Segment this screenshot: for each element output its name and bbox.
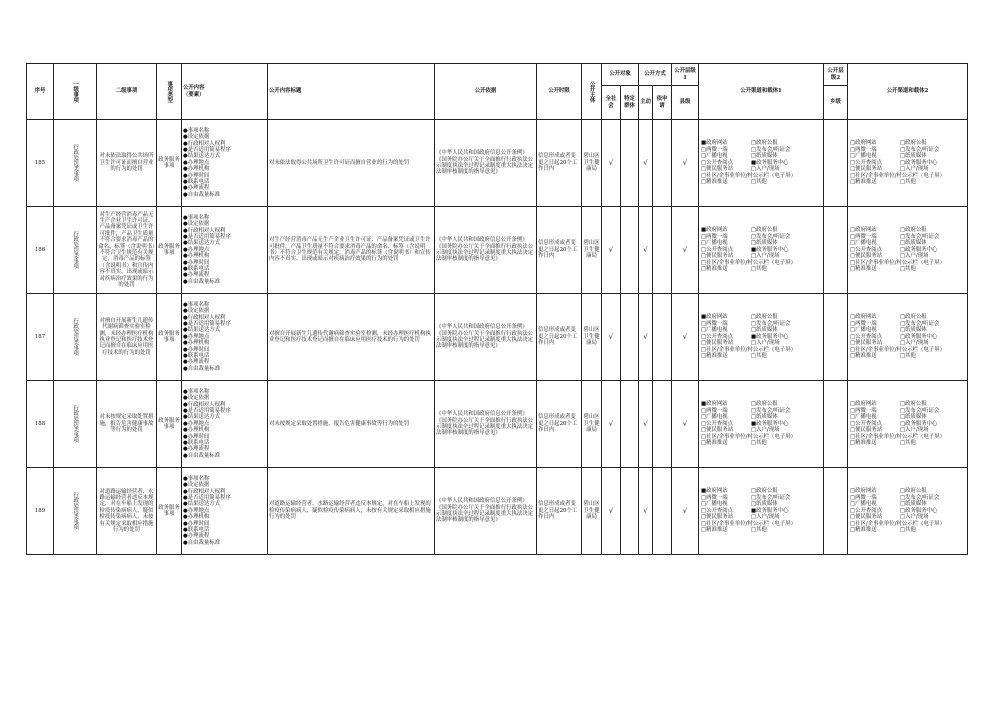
channel-option: □政务服务中心 (900, 246, 938, 253)
content-item: ●联系电话 (183, 440, 210, 447)
row-level-town (824, 294, 848, 381)
row-subject: 碧山区卫生健康局 (582, 207, 602, 294)
row-item-type: 政务服务事项 (157, 207, 182, 294)
disclosure-table (26, 63, 968, 555)
row-level2: 对未按规定采取处置措施，报告危害健康事故等行为的处罚 (97, 381, 157, 468)
row-time-limit: 信息形成或者变更之日起20个工作日内 (537, 120, 582, 207)
channel-option: □便民服务站 (701, 340, 734, 347)
channel-option: □便民服务站 (850, 166, 883, 173)
row-content-items (182, 120, 268, 207)
header-mode-group: 公开方式 (639, 64, 672, 86)
header-item-type: 事项类型 (157, 64, 182, 120)
channel-option: □社区/企事业单位/村公示栏（电子屏） (850, 520, 945, 527)
content-item: ●自由裁量标准 (183, 191, 221, 198)
content-item: ●办理地点 (183, 159, 210, 166)
row-level1: 行政处罚类事项 (54, 120, 97, 207)
channel-option: ■政府网站 (701, 226, 728, 233)
channel-option: □便民服务站 (701, 427, 734, 434)
row-time-limit: 信息形成或者变更之日起20个工作日内 (537, 381, 582, 468)
content-item: ●事项名称 (183, 301, 210, 308)
channel-option: □两微一端 (701, 146, 728, 153)
row-seq: 188 (27, 381, 54, 468)
row-content-title: 对未按规定采取处置措施，报告危害健康事故等行为的处罚 (268, 381, 435, 468)
content-item: ●设定依据 (183, 395, 210, 402)
table-row (27, 381, 968, 468)
channel-option: □便民服务站 (701, 253, 734, 260)
row-mode-request (653, 120, 672, 207)
row-content-title: 对生产经营消毒产品无生产企业卫生许可证、产品备案凭证或卫生许可批件，产品卫生质量不符合要求消毒产品的命名、标签（含说明书）不符合卫生规范有关规定，消毒产品的标签（含说明书）和宣传内容不真实、出现或暗示对疾病治疗效果的行为的处罚 (268, 207, 435, 294)
row-channels2 (848, 468, 968, 555)
channel-option: □便民服务站 (701, 166, 734, 173)
row-target-specific (621, 120, 639, 207)
content-item: ●办理时间 (183, 520, 210, 527)
channel-option: □纸质媒体 (900, 240, 927, 247)
channel-option: □纸质媒体 (751, 153, 778, 160)
content-item: ●办理地点 (183, 420, 210, 427)
row-subject: 碧山区卫生健康局 (582, 120, 602, 207)
channel-option: □发布会/听证会 (900, 407, 940, 414)
channel-option: □两微一端 (701, 407, 728, 414)
channel-option: □公开查阅点 (701, 159, 734, 166)
channel-option: □发布会/听证会 (751, 233, 791, 240)
row-channels2 (848, 120, 968, 207)
channel-option: □两微一端 (850, 320, 877, 327)
channel-option: □社区/企事业单位/村公示栏（电子屏） (850, 172, 945, 179)
row-target-all: √ (602, 468, 621, 555)
channel-option: □入户/现场 (751, 514, 780, 521)
content-item: ●结果送达方式 (183, 240, 221, 247)
channel-option: ■政府网站 (701, 400, 728, 407)
row-content-title: 对道路运输经营者、水路运输经营者违反本规定，对在车船上发现的检疫传染病病人、疑似检疫传染病病人，未按有关规定采取相应措施行为的处罚 (268, 468, 435, 555)
row-time-limit: 信息形成或者变更之日起20个工作日内 (537, 207, 582, 294)
row-channels2 (848, 207, 968, 294)
row-content-title: 对未依法取得公共场所卫生许可证而擅自营业的行为的处罚 (268, 120, 435, 207)
row-level-county: √ (672, 120, 699, 207)
channel-option: □政府公报 (900, 487, 927, 494)
row-level-county: √ (672, 381, 699, 468)
header-subject: 公开主体 (582, 64, 602, 120)
channel-option: □便民服务站 (850, 253, 883, 260)
channel-option: □政府网站 (850, 226, 877, 233)
channel-option: □政府网站 (850, 400, 877, 407)
channel-option: □入户/现场 (900, 514, 929, 521)
content-item: ●结果送达方式 (183, 153, 221, 160)
channel-option: □两微一端 (701, 320, 728, 327)
row-content-items (182, 207, 268, 294)
row-subject: 碧山区卫生健康局 (582, 468, 602, 555)
table-row (27, 294, 968, 381)
content-item: ●行政相对人权利 (183, 401, 226, 408)
row-item-type: 政务服务事项 (157, 468, 182, 555)
channel-option: □便民服务站 (850, 340, 883, 347)
content-item: ●办理地点 (183, 333, 210, 340)
channel-option: □入户/现场 (900, 166, 929, 173)
channel-option: ■政府网站 (701, 313, 728, 320)
channel-option: □纸质媒体 (751, 501, 778, 508)
channel-option: □精准推送 (850, 440, 877, 447)
channel-option: □公开查阅点 (850, 333, 883, 340)
channel-option: □社区/企事业单位/村公示栏（电子屏） (701, 259, 796, 266)
row-target-specific (621, 294, 639, 381)
channel-option: □便民服务站 (850, 427, 883, 434)
row-item-type: 政务服务事项 (157, 381, 182, 468)
channel-option: □广播电视 (701, 153, 728, 160)
row-level1: 行政处罚类事项 (54, 294, 97, 381)
channel-option: □政务服务中心 (900, 507, 938, 514)
content-item: ●办理时间 (183, 259, 210, 266)
header-level1: 一级事项 (54, 64, 97, 120)
row-content-items (182, 468, 268, 555)
content-item: ●办理流程 (183, 272, 210, 279)
header-content-title: 公开内容标题 (268, 64, 435, 120)
row-level1: 行政处罚类事项 (54, 381, 97, 468)
table-header (27, 64, 968, 120)
content-item: ●设定依据 (183, 308, 210, 315)
header-target-specific: 特定群体 (621, 86, 639, 120)
channel-option: □发布会/听证会 (751, 407, 791, 414)
channel-option: □政府公报 (751, 226, 778, 233)
channel-option: □纸质媒体 (751, 327, 778, 334)
row-item-type: 政务服务事项 (157, 294, 182, 381)
channel-option: □公开查阅点 (850, 507, 883, 514)
channel-option: □广播电视 (701, 327, 728, 334)
content-item: ●办理机构 (183, 166, 210, 173)
content-item: ●是否适用简易程序 (183, 320, 231, 327)
channel-option: □纸质媒体 (900, 414, 927, 421)
channel-option: □两微一端 (850, 233, 877, 240)
channel-option: □广播电视 (850, 501, 877, 508)
channel-option: □其他 (751, 266, 767, 273)
row-seq: 186 (27, 207, 54, 294)
content-item: ●办理流程 (183, 359, 210, 366)
content-item: ●办理机构 (183, 427, 210, 434)
row-mode-request (653, 207, 672, 294)
channel-option: □纸质媒体 (751, 240, 778, 247)
content-item: ●办理流程 (183, 185, 210, 192)
row-level-county: √ (672, 468, 699, 555)
channel-option: □公开查阅点 (850, 246, 883, 253)
row-content-title: 对擅自开展新生儿遗传代谢病筛查实验室检测，未经办理医疗机构执业登记和医疗技术登记而擅自在临床应用医疗技术的行为的处罚 (268, 294, 435, 381)
row-level1: 行政处罚类事项 (54, 468, 97, 555)
channel-option: □发布会/听证会 (900, 146, 940, 153)
channel-option: □两微一端 (701, 233, 728, 240)
channel-option: □社区/企事业单位/村公示栏（电子屏） (701, 433, 796, 440)
row-channels1 (699, 294, 824, 381)
row-target-all: √ (602, 120, 621, 207)
header-channel2: 公开渠道和载体2 (848, 64, 968, 120)
content-item: ●办理机构 (183, 253, 210, 260)
channel-option: □广播电视 (850, 327, 877, 334)
channel-option: □入户/现场 (751, 340, 780, 347)
channel-option: □发布会/听证会 (751, 146, 791, 153)
channel-option: □公开查阅点 (850, 159, 883, 166)
channel-option: □精准推送 (850, 353, 877, 360)
content-item: ●结果送达方式 (183, 414, 221, 421)
row-level2: 对擅自开展新生儿遗传代谢病筛查实验室检测，未经办理医疗机构执业登记和医疗技术登记而擅自在临床应用医疗技术的行为的处罚 (97, 294, 157, 381)
row-basis: 《中华人民共和国政府信息公开条例》 《国务院办公厅关于全面推行行政执法公示制度执法全过程记录制度重大执法决定法制审核制度的指导意见》 (435, 120, 537, 207)
row-level2: 对未依法取得公共场所卫生许可证而擅自营业的行为的处罚 (97, 120, 157, 207)
row-target-all: √ (602, 294, 621, 381)
content-item: ●办理时间 (183, 172, 210, 179)
row-level-county: √ (672, 294, 699, 381)
channel-option: □便民服务站 (850, 514, 883, 521)
row-channels1 (699, 381, 824, 468)
channel-option: □政务服务中心 (900, 333, 938, 340)
row-content-items (182, 381, 268, 468)
row-channels2 (848, 381, 968, 468)
channel-option: □政务服务中心 (900, 159, 938, 166)
channel-option: □政府网站 (850, 313, 877, 320)
row-content-items (182, 294, 268, 381)
header-level1-group: 公开层级1 (672, 64, 699, 86)
header-level-town: 乡级 (824, 86, 848, 120)
row-time-limit: 信息形成或者变更之日起20个工作日内 (537, 294, 582, 381)
row-level2: 对生产经营消毒产品无生产企业卫生许可证、产品备案凭证或卫生许可批件，产品卫生质量不符合要求消毒产品的命名、标签（含说明书）不符合卫生规范有关规定，消毒产品的标签（含说明书）和宣传内容不真实、出现或暗示对疾病治疗效果的行为的处罚 (97, 207, 157, 294)
content-item: ●设定依据 (183, 482, 210, 489)
channel-option: □入户/现场 (751, 427, 780, 434)
content-item: ●事项名称 (183, 127, 210, 134)
channel-option: □纸质媒体 (900, 327, 927, 334)
content-item: ●行政相对人权利 (183, 488, 226, 495)
header-content: 公开内容 （要素） (182, 64, 268, 120)
row-target-specific (621, 381, 639, 468)
channel-option: □社区/企事业单位/村公示栏（电子屏） (850, 259, 945, 266)
row-target-all: √ (602, 381, 621, 468)
channel-option: □政府公报 (900, 400, 927, 407)
channel-option: □政府公报 (900, 226, 927, 233)
channel-option: □精准推送 (850, 527, 877, 534)
channel-option: □其他 (751, 440, 767, 447)
content-item: ●是否适用简易程序 (183, 233, 231, 240)
channel-option: □纸质媒体 (751, 414, 778, 421)
channel-option: □政府公报 (751, 487, 778, 494)
channel-option: □公开查阅点 (701, 420, 734, 427)
row-item-type: 政务服务事项 (157, 120, 182, 207)
content-item: ●办理时间 (183, 346, 210, 353)
channel-option: □其他 (900, 266, 916, 273)
content-item: ●办理机构 (183, 340, 210, 347)
channel-option: □公开查阅点 (701, 246, 734, 253)
header-level2: 二级事项 (97, 64, 157, 120)
channel-option: □两微一端 (850, 146, 877, 153)
channel-option: ■政府网站 (701, 139, 728, 146)
row-basis: 《中华人民共和国政府信息公开条例》 《国务院办公厅关于全面推行行政执法公示制度执法全过程记录制度重大执法决定法制审核制度的指导意见》 (435, 294, 537, 381)
table-row (27, 207, 968, 294)
content-item: ●办理机构 (183, 514, 210, 521)
header-basis: 公开依据 (435, 64, 537, 120)
row-basis: 《中华人民共和国政府信息公开条例》 《国务院办公厅关于全面推行行政执法公示制度执法全过程记录制度重大执法决定法制审核制度的指导意见》 (435, 468, 537, 555)
channel-option: □社区/企事业单位/村公示栏（电子屏） (701, 172, 796, 179)
content-item: ●联系电话 (183, 527, 210, 534)
channel-option: □广播电视 (850, 414, 877, 421)
content-item: ●办理地点 (183, 507, 210, 514)
content-item: ●结果送达方式 (183, 501, 221, 508)
content-item: ●办理流程 (183, 533, 210, 540)
content-item: ●行政相对人权利 (183, 140, 226, 147)
header-channel1: 公开渠道和载体1 (699, 64, 824, 120)
channel-option: □发布会/听证会 (751, 494, 791, 501)
content-item: ●结果送达方式 (183, 327, 221, 334)
content-item: ●联系电话 (183, 353, 210, 360)
content-item: ●联系电话 (183, 266, 210, 273)
channel-option: □入户/现场 (900, 427, 929, 434)
channel-option: ■政务服务中心 (751, 159, 789, 166)
channel-option: □政府公报 (900, 139, 927, 146)
channel-option: □其他 (900, 179, 916, 186)
row-channels1 (699, 468, 824, 555)
channel-option: ■政务服务中心 (751, 507, 789, 514)
row-level-town (824, 120, 848, 207)
channel-option: □政府网站 (850, 487, 877, 494)
channel-option: □政府公报 (900, 313, 927, 320)
content-item: ●事项名称 (183, 214, 210, 221)
channel-option: ■政务服务中心 (751, 420, 789, 427)
channel-option: □两微一端 (850, 407, 877, 414)
header-level2-group: 公开层级2 (824, 64, 848, 86)
channel-option: □发布会/听证会 (900, 494, 940, 501)
row-level1: 行政处罚类事项 (54, 207, 97, 294)
channel-option: □广播电视 (701, 240, 728, 247)
channel-option: □政府公报 (751, 139, 778, 146)
row-target-specific (621, 468, 639, 555)
channel-option: □社区/企事业单位/村公示栏（电子屏） (701, 346, 796, 353)
channel-option: □其他 (751, 179, 767, 186)
header-mode-active: 主动 (639, 86, 653, 120)
row-mode-request (653, 468, 672, 555)
row-mode-active: √ (639, 381, 653, 468)
row-seq: 185 (27, 120, 54, 207)
row-channels1 (699, 120, 824, 207)
channel-option: □入户/现场 (900, 253, 929, 260)
row-level2: 对道路运输经营者、水路运输经营者违反本规定，对在车船上发现的检疫传染病病人、疑似检疫传染病病人，未按有关规定采取相应措施行为的处罚 (97, 468, 157, 555)
channel-option: □公开查阅点 (850, 420, 883, 427)
channel-option: □政府公报 (751, 400, 778, 407)
row-channels2 (848, 294, 968, 381)
channel-option: □精准推送 (701, 179, 728, 186)
channel-option: □政府网站 (850, 139, 877, 146)
content-item: ●事项名称 (183, 475, 210, 482)
channel-option: □发布会/听证会 (751, 320, 791, 327)
row-time-limit: 信息形成或者变更之日起20个工作日内 (537, 468, 582, 555)
row-level-county: √ (672, 207, 699, 294)
content-item: ●自由裁量标准 (183, 539, 221, 546)
content-item: ●是否适用简易程序 (183, 407, 231, 414)
channel-option: □纸质媒体 (900, 501, 927, 508)
row-level-town (824, 468, 848, 555)
header-mode-request: 依申请 (653, 86, 672, 120)
channel-option: □精准推送 (850, 179, 877, 186)
header-seq: 序号 (27, 64, 54, 120)
content-item: ●是否适用简易程序 (183, 494, 231, 501)
row-level-town (824, 207, 848, 294)
channel-option: □精准推送 (701, 353, 728, 360)
channel-option: □广播电视 (850, 240, 877, 247)
channel-option: □其他 (751, 527, 767, 534)
content-item: ●自由裁量标准 (183, 452, 221, 459)
header-time-limit: 公开时限 (537, 64, 582, 120)
channel-option: ■政务服务中心 (751, 246, 789, 253)
channel-option: □入户/现场 (900, 340, 929, 347)
table-row (27, 468, 968, 555)
header-target-group: 公开对象 (602, 64, 639, 86)
channel-option: ■政府网站 (701, 487, 728, 494)
channel-option: □其他 (900, 527, 916, 534)
channel-option: □广播电视 (850, 153, 877, 160)
row-seq: 187 (27, 294, 54, 381)
content-item: ●自由裁量标准 (183, 365, 221, 372)
channel-option: □入户/现场 (751, 166, 780, 173)
channel-option: □精准推送 (850, 266, 877, 273)
content-item: ●事项名称 (183, 388, 210, 395)
channel-option: □政务服务中心 (900, 420, 938, 427)
content-item: ●行政相对人权利 (183, 227, 226, 234)
row-subject: 碧山区卫生健康局 (582, 294, 602, 381)
channel-option: □精准推送 (701, 266, 728, 273)
channel-option: □发布会/听证会 (900, 320, 940, 327)
content-item: ●联系电话 (183, 179, 210, 186)
channel-option: □社区/企事业单位/村公示栏（电子屏） (701, 520, 796, 527)
row-mode-active: √ (639, 468, 653, 555)
channel-option: □公开查阅点 (701, 333, 734, 340)
row-target-specific (621, 207, 639, 294)
table-body (27, 120, 968, 555)
content-item: ●办理流程 (183, 446, 210, 453)
channel-option: □发布会/听证会 (900, 233, 940, 240)
row-level-town (824, 381, 848, 468)
channel-option: □其他 (900, 353, 916, 360)
content-item: ●办理地点 (183, 246, 210, 253)
channel-option: □社区/企事业单位/村公示栏（电子屏） (850, 346, 945, 353)
row-mode-active: √ (639, 294, 653, 381)
row-seq: 189 (27, 468, 54, 555)
row-mode-active: √ (639, 207, 653, 294)
row-mode-request (653, 294, 672, 381)
channel-option: □入户/现场 (751, 253, 780, 260)
channel-option: □广播电视 (701, 414, 728, 421)
row-mode-request (653, 381, 672, 468)
content-item: ●行政相对人权利 (183, 314, 226, 321)
row-target-all: √ (602, 207, 621, 294)
channel-option: □两微一端 (850, 494, 877, 501)
channel-option: □精准推送 (701, 527, 728, 534)
table-row (27, 120, 968, 207)
content-item: ●自由裁量标准 (183, 278, 221, 285)
content-item: ●是否适用简易程序 (183, 146, 231, 153)
channel-option: □社区/企事业单位/村公示栏（电子屏） (850, 433, 945, 440)
channel-option: □精准推送 (701, 440, 728, 447)
content-item: ●办理时间 (183, 433, 210, 440)
channel-option: □广播电视 (701, 501, 728, 508)
channel-option: □其他 (900, 440, 916, 447)
header-level-county: 县级 (672, 86, 699, 120)
row-channels1 (699, 207, 824, 294)
channel-option: □便民服务站 (701, 514, 734, 521)
header-target-all: 全社会 (602, 86, 621, 120)
channel-option: □纸质媒体 (900, 153, 927, 160)
channel-option: □其他 (751, 353, 767, 360)
channel-option: □政府公报 (751, 313, 778, 320)
row-mode-active: √ (639, 120, 653, 207)
row-basis: 《中华人民共和国政府信息公开条例》 《国务院办公厅关于全面推行行政执法公示制度执法全过程记录制度重大执法决定法制审核制度的指导意见》 (435, 381, 537, 468)
channel-option: ■政务服务中心 (751, 333, 789, 340)
content-item: ●设定依据 (183, 134, 210, 141)
channel-option: □公开查阅点 (701, 507, 734, 514)
row-basis: 《中华人民共和国政府信息公开条例》 《国务院办公厅关于全面推行行政执法公示制度执法全过程记录制度重大执法决定法制审核制度的指导意见》 (435, 207, 537, 294)
content-item: ●设定依据 (183, 221, 210, 228)
channel-option: □两微一端 (701, 494, 728, 501)
row-subject: 碧山区卫生健康局 (582, 381, 602, 468)
